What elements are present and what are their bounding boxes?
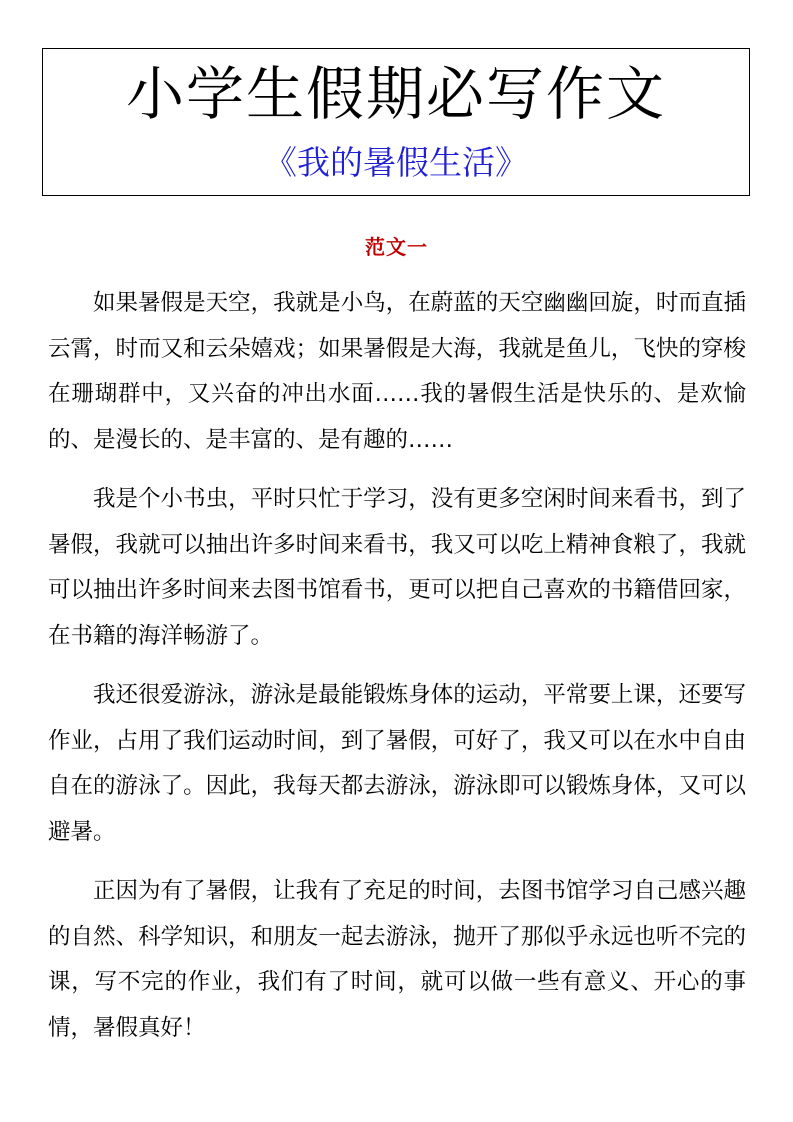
- essay-body: [48, 281, 746, 1065]
- section-heading: 范文一: [365, 235, 428, 259]
- essay-paragraph-1: 如果暑假是天空，我就是小鸟，在蔚蓝的天空幽幽回旋，时而直插云霄，时而又和云朵嬉戏；如果暑假是大海，我就是鱼儿，飞快的穿梭在珊瑚群中，又兴奋的冲出水面……我的暑假生活是快乐的、是欢愉的、是漫长的、是丰富的、是有趣的……: [48, 290, 746, 453]
- essay-paragraph-4: 正因为有了暑假，让我有了充足的时间，去图书馆学习自己感兴趣的自然、科学知识，和朋友一起去游泳，抛开了那似乎永远也听不完的课，写不完的作业，我们有了时间，就可以做一些有意义、开心的事情，暑假真好！: [48, 878, 746, 1041]
- page-title: 小学生假期必写作文: [125, 60, 666, 128]
- essay-title: 《我的暑假生活》: [264, 143, 528, 182]
- title-box: [42, 48, 750, 196]
- essay-paragraph-2: 我是个小书虫，平时只忙于学习，没有更多空闲时间来看书，到了暑假，我就可以抽出许多时间来看书，我又可以吃上精神食粮了，我就可以抽出许多时间来去图书馆看书，更可以把自己喜欢的书籍借回家，在书籍的海洋畅游了。: [48, 486, 746, 649]
- essay-paragraph-3: 我还很爱游泳，游泳是最能锻炼身体的运动，平常要上课，还要写作业，占用了我们运动时间，到了暑假，可好了，我又可以在水中自由自在的游泳了。因此，我每天都去游泳，游泳即可以锻炼身体，又可以避暑。: [48, 682, 746, 845]
